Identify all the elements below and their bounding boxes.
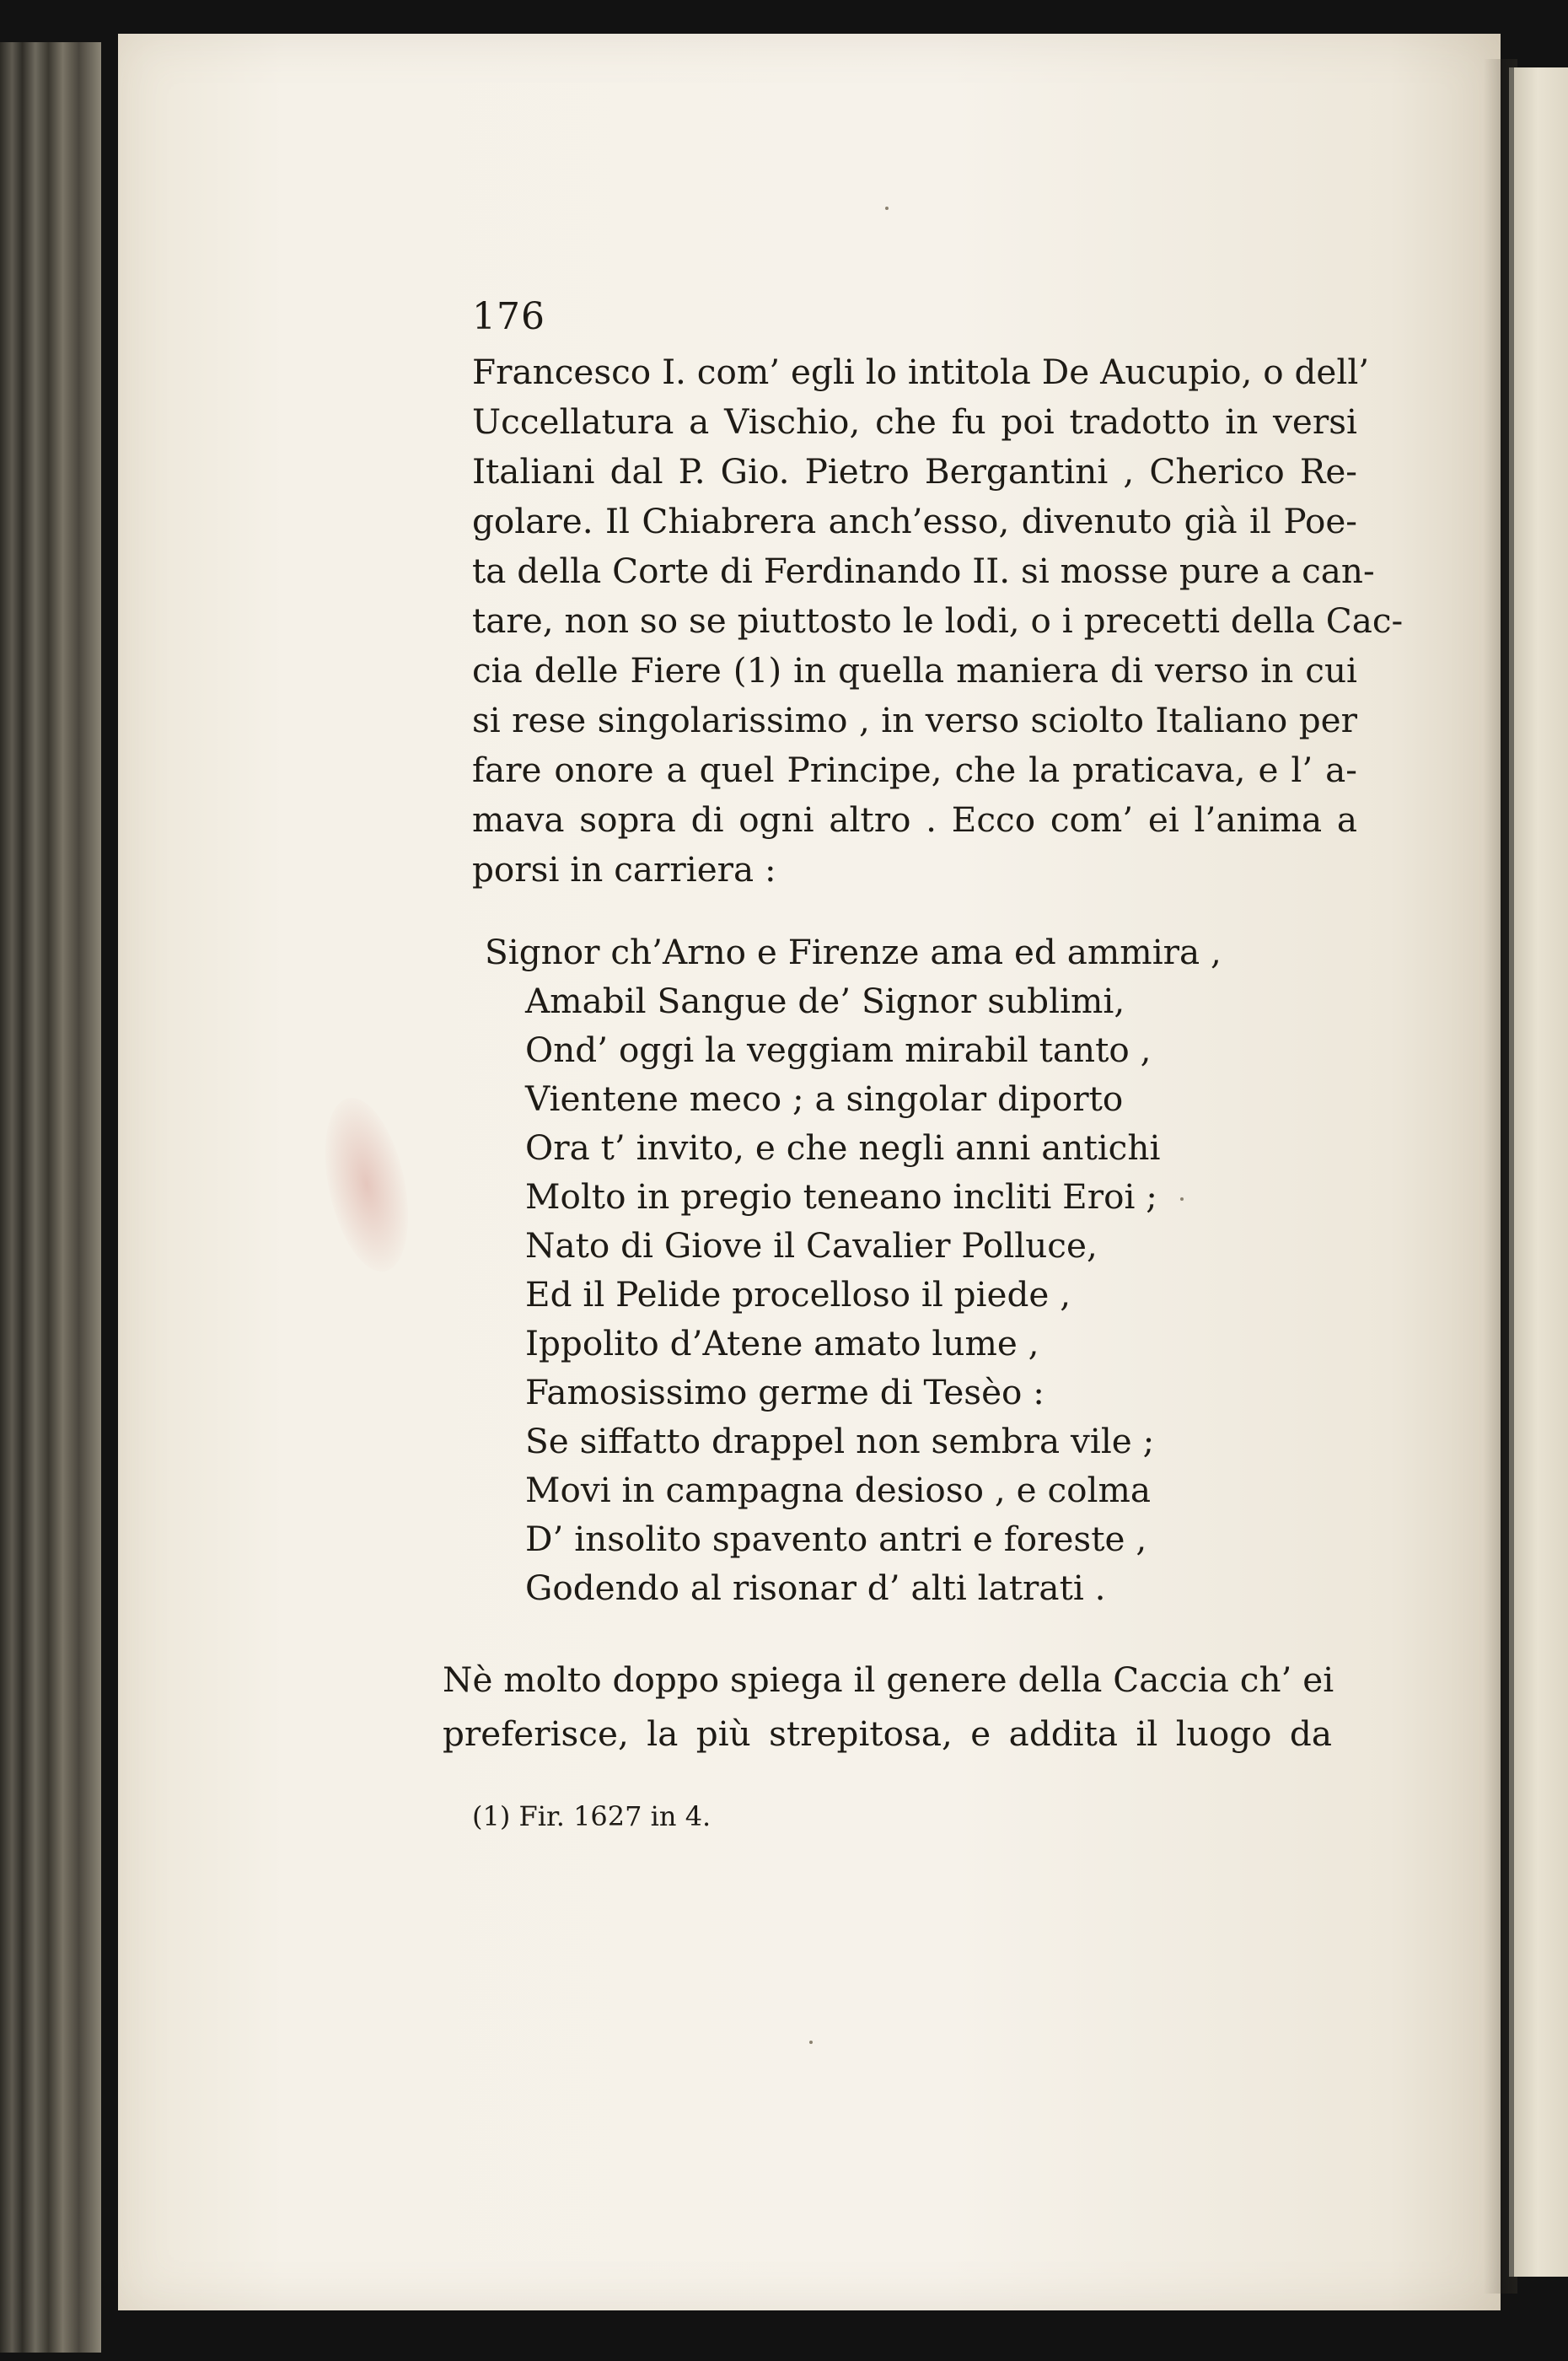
verse-line: D’ insolito spavento antri e foreste ,	[525, 1519, 1147, 1559]
book-left-page-edges	[0, 42, 101, 2353]
book-right-page-edge	[1509, 67, 1568, 2277]
text-line: preferisce, la più strepitosa, e addita il luogo da	[443, 1713, 1332, 1754]
verse-line: Se siffatto drappel non sembra vile ;	[525, 1421, 1155, 1461]
footnote: (1) Fir. 1627 in 4.	[472, 1800, 712, 1832]
verse-line: Nato di Giove il Cavalier Polluce,	[525, 1225, 1098, 1266]
text-line: Francesco I. com’ egli lo intitola De Aucupio, o dell’	[472, 352, 1370, 392]
text-line: Nè molto doppo spiega il genere della Caccia ch’ ei	[443, 1659, 1334, 1700]
text-line: si rese singolarissimo , in verso sciolto Italiano per	[472, 700, 1357, 740]
text-line: Uccellatura a Vischio, che fu poi tradotto in versi	[472, 401, 1357, 442]
text-line: fare onore a quel Principe, che la praticava, e l’ a-	[472, 750, 1357, 790]
verse-line: Molto in pregio teneano incliti Eroi ;	[525, 1176, 1157, 1217]
text-line: porsi in carriera :	[472, 849, 776, 890]
prose-paragraph	[472, 347, 1404, 895]
paper-speck	[885, 207, 889, 210]
text-line: mava sopra di ogni altro . Ecco com’ ei l’anima a	[472, 799, 1357, 840]
page-number: 176	[472, 295, 545, 338]
verse-line: Ippolito d’Atene amato lume ,	[525, 1323, 1039, 1363]
verse-line: Vientene meco ; a singolar diporto	[525, 1078, 1124, 1119]
text-line: tare, non so se piuttosto le lodi, o i precetti della Cac-	[472, 600, 1404, 641]
verse-line: Signor ch’Arno e Firenze ama ed ammira ,	[485, 932, 1222, 972]
verse-quotation	[485, 928, 1222, 1612]
verse-line: Ed il Pelide procelloso il piede ,	[525, 1274, 1071, 1315]
page-stain	[311, 1090, 422, 1279]
verse-line: Movi in campagna desioso , e colma	[525, 1470, 1152, 1510]
verse-line: Ora t’ invito, e che negli anni antichi	[525, 1127, 1161, 1168]
closing-paragraph	[443, 1653, 1332, 1761]
verse-line: Ond’ oggi la veggiam mirabil tanto ,	[525, 1030, 1152, 1070]
verse-line: Godendo al risonar d’ alti latrati .	[525, 1568, 1106, 1608]
verse-line: Famosissimo germe di Tesèo :	[525, 1372, 1044, 1412]
text-line: Italiani dal P. Gio. Pietro Bergantini , Cherico Re-	[472, 451, 1357, 492]
paper-speck	[809, 2041, 813, 2044]
text-line: ta della Corte di Ferdinando II. si mosse pure a can-	[472, 551, 1375, 591]
text-line: golare. Il Chiabrera anch’esso, divenuto già il Poe-	[472, 501, 1357, 541]
verse-line: Amabil Sangue de’ Signor sublimi,	[525, 981, 1125, 1021]
text-line: cia delle Fiere (1) in quella maniera di verso in cui	[472, 650, 1357, 691]
